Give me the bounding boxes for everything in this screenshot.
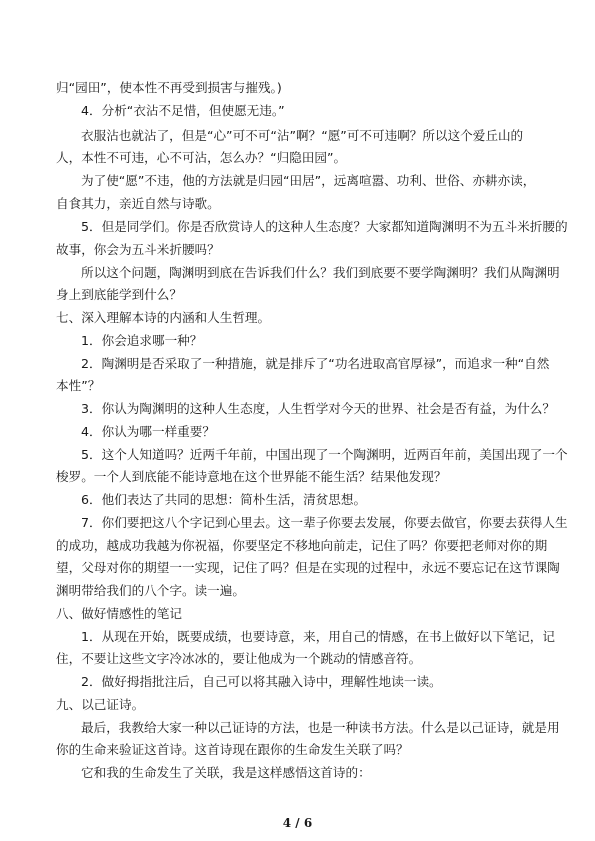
text-line: 1．你会追求哪一种？	[81, 333, 203, 348]
text-line: 身上到底能学到什么？	[56, 287, 182, 302]
text-line: 的成功，越成功我越为你祝福，你要坚定不移地向前走，记住了吗？你要把老师对你的期	[56, 538, 548, 553]
text-line: 2．陶渊明是否采取了一种措施，就是排斥了“功名进取高官厚禄”，而追求一种“自然	[81, 356, 550, 371]
text-line: 故事，你会为五斗米折腰吗？	[56, 242, 220, 257]
text-line: 5．这个人知道吗？近两千年前，中国出现了一个陶渊明，近两百年前，美国出现了一个	[81, 447, 568, 462]
text-line: 你的生命来验证这首诗。这首诗现在跟你的生命发生关联了吗？	[56, 742, 409, 757]
text-line: 1．从现在开始，既要成绩，也要诗意，来，用自己的情感，在书上做好以下笔记，记	[81, 629, 555, 644]
page-number: 4 / 6	[282, 816, 313, 830]
text-line: 6．他们表达了共同的思想：简朴生活，清贫思想。	[81, 492, 367, 507]
section-heading: 七、深入理解本诗的内涵和人生哲理。	[56, 310, 271, 325]
text-line: 3．你认为陶渊明的这种人生态度，人生哲学对今天的世界、社会是否有益，为什么？	[81, 401, 555, 416]
text-line: 住，不要让这些文字冷冰冰的，要让他成为一个跳动的情感音符。	[56, 651, 422, 666]
text-line: 归“园田”，使本性不再受到损害与摧残。)	[56, 80, 282, 95]
text-line: 7．你们要把这八个字记到心里去。这一辈子你要去发展，你要去做官，你要去获得人生	[81, 515, 568, 530]
text-line: 最后，我教给大家一种以己证诗的方法，也是一种读书方法。什么是以己证诗，就是用	[81, 720, 560, 735]
section-heading: 九、以己证诗。	[56, 697, 145, 712]
text-line: 人，本性不可违，心不可沾，怎么办？“归隐田园”。	[56, 150, 347, 165]
text-line: 所以这个问题，陶渊明到底在告诉我们什么？我们到底要不要学陶渊明？我们从陶渊明	[81, 265, 560, 280]
text-line: 衣服沾也就沾了，但是“心”可不可“沾”啊？“愿”可不可违啊？所以这个爱丘山的	[81, 128, 524, 143]
text-line: 5．但是同学们。你是否欣赏诗人的这种人生态度？大家都知道陶渊明不为五斗米折腰的	[81, 219, 568, 234]
text-line: 自食其力，亲近自然与诗歌。	[56, 196, 220, 211]
text-line: 它和我的生命发生了关联，我是这样感悟这首诗的：	[81, 765, 371, 780]
text-line: 梭罗。一个人到底能不能诗意地在这个世界能不能生活？结果他发现？	[56, 469, 447, 484]
text-line: 望，父母对你的期望一一实现，记住了吗？但是在实现的过程中，永远不要忘记在这节课陶	[56, 560, 560, 575]
text-line: 渊明带给我们的八个字。读一遍。	[56, 583, 245, 598]
section-heading: 八、做好情感性的笔记	[56, 606, 182, 621]
text-line: 4．分析“衣沾不足惜，但使愿无违。”	[81, 103, 285, 118]
text-line: 2．做好拇指批注后，自己可以将其融入诗中，理解性地读一读。	[81, 674, 442, 689]
text-line: 为了使“愿”不违，他的方法就是归园“田居”，远离喧嚣、功利、世俗、亦耕亦读，	[81, 173, 536, 188]
text-line: 本性”？	[56, 378, 101, 393]
text-line: 4．你认为哪一样重要？	[81, 424, 215, 439]
